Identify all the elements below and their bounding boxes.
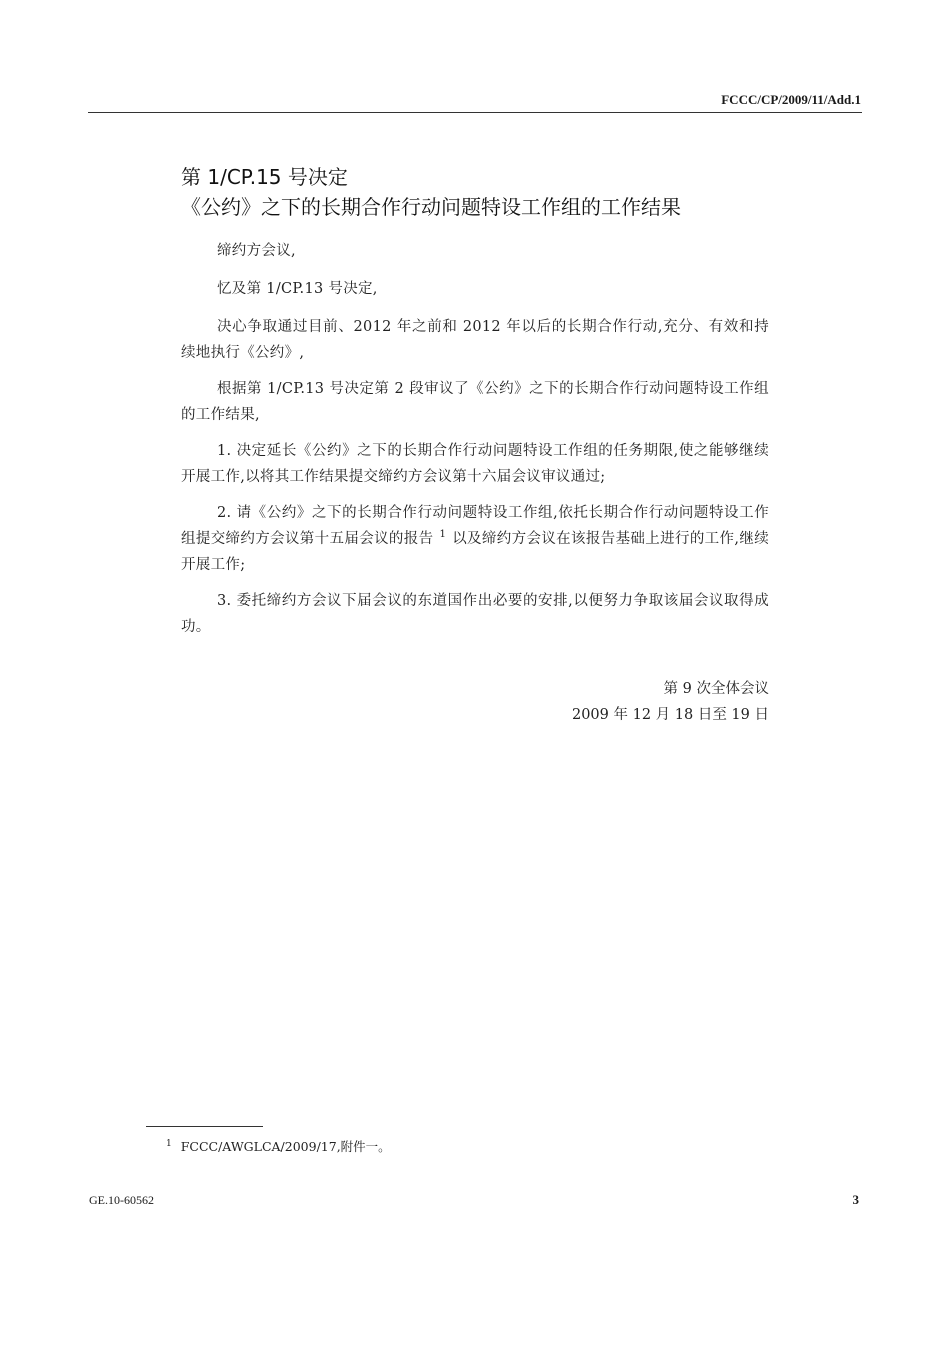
preamble-paragraph: 决心争取通过目前、2012 年之前和 2012 年以后的长期合作行动,充分、有效和持续地执行《公约》,	[181, 319, 769, 361]
footnote-number: 1	[166, 1138, 172, 1149]
meeting-label: 第 9 次全体会议	[663, 681, 769, 697]
footnote-rule	[146, 1126, 263, 1127]
preamble-paragraph: 根据第 1/CP.13 号决定第 2 段审议了《公约》之下的长期合作行动问题特设工作组的工作结果,	[181, 381, 769, 423]
signature-block	[181, 676, 769, 728]
page-number: 3	[852, 1192, 859, 1207]
footnote	[166, 1137, 391, 1155]
operative-paragraph-2	[181, 500, 769, 578]
operative-paragraph-2-text: 2. 请《公约》之下的长期合作行动问题特设工作组,依托长期合作行动问题特设工作组提交缔约方会议第十五届会议的报告	[181, 505, 769, 547]
footnote-text: FCCC/AWGLCA/2009/17,附件一。	[180, 1139, 391, 1154]
header-rule	[88, 112, 862, 113]
operative-paragraph-1: 1. 决定延长《公约》之下的长期合作行动问题特设工作组的任务期限,使之能够继续开展工作,以将其工作结果提交缔约方会议第十六届会议审议通过;	[181, 443, 769, 485]
meeting-date: 2009 年 12 月 18 日至 19 日	[571, 707, 769, 723]
job-number: GE.10-60562	[89, 1193, 154, 1207]
operative-paragraph-2-text: 以及缔约方会议在该报告基础上进行的工作,继续开展工作;	[181, 531, 769, 573]
preamble-paragraph: 缔约方会议,	[217, 243, 296, 259]
decision-body	[181, 238, 769, 650]
decision-number: 第 1/CP.15 号决定	[181, 165, 348, 189]
document-symbol: FCCC/CP/2009/11/Add.1	[721, 92, 861, 107]
preamble-paragraph: 忆及第 1/CP.13 号决定,	[217, 281, 378, 297]
footnote-reference[interactable]: 1	[439, 529, 447, 541]
operative-paragraph-3: 3. 委托缔约方会议下届会议的东道国作出必要的安排,以便努力争取该届会议取得成功。	[181, 593, 769, 635]
decision-title: 《公约》之下的长期合作行动问题特设工作组的工作结果	[181, 195, 681, 219]
